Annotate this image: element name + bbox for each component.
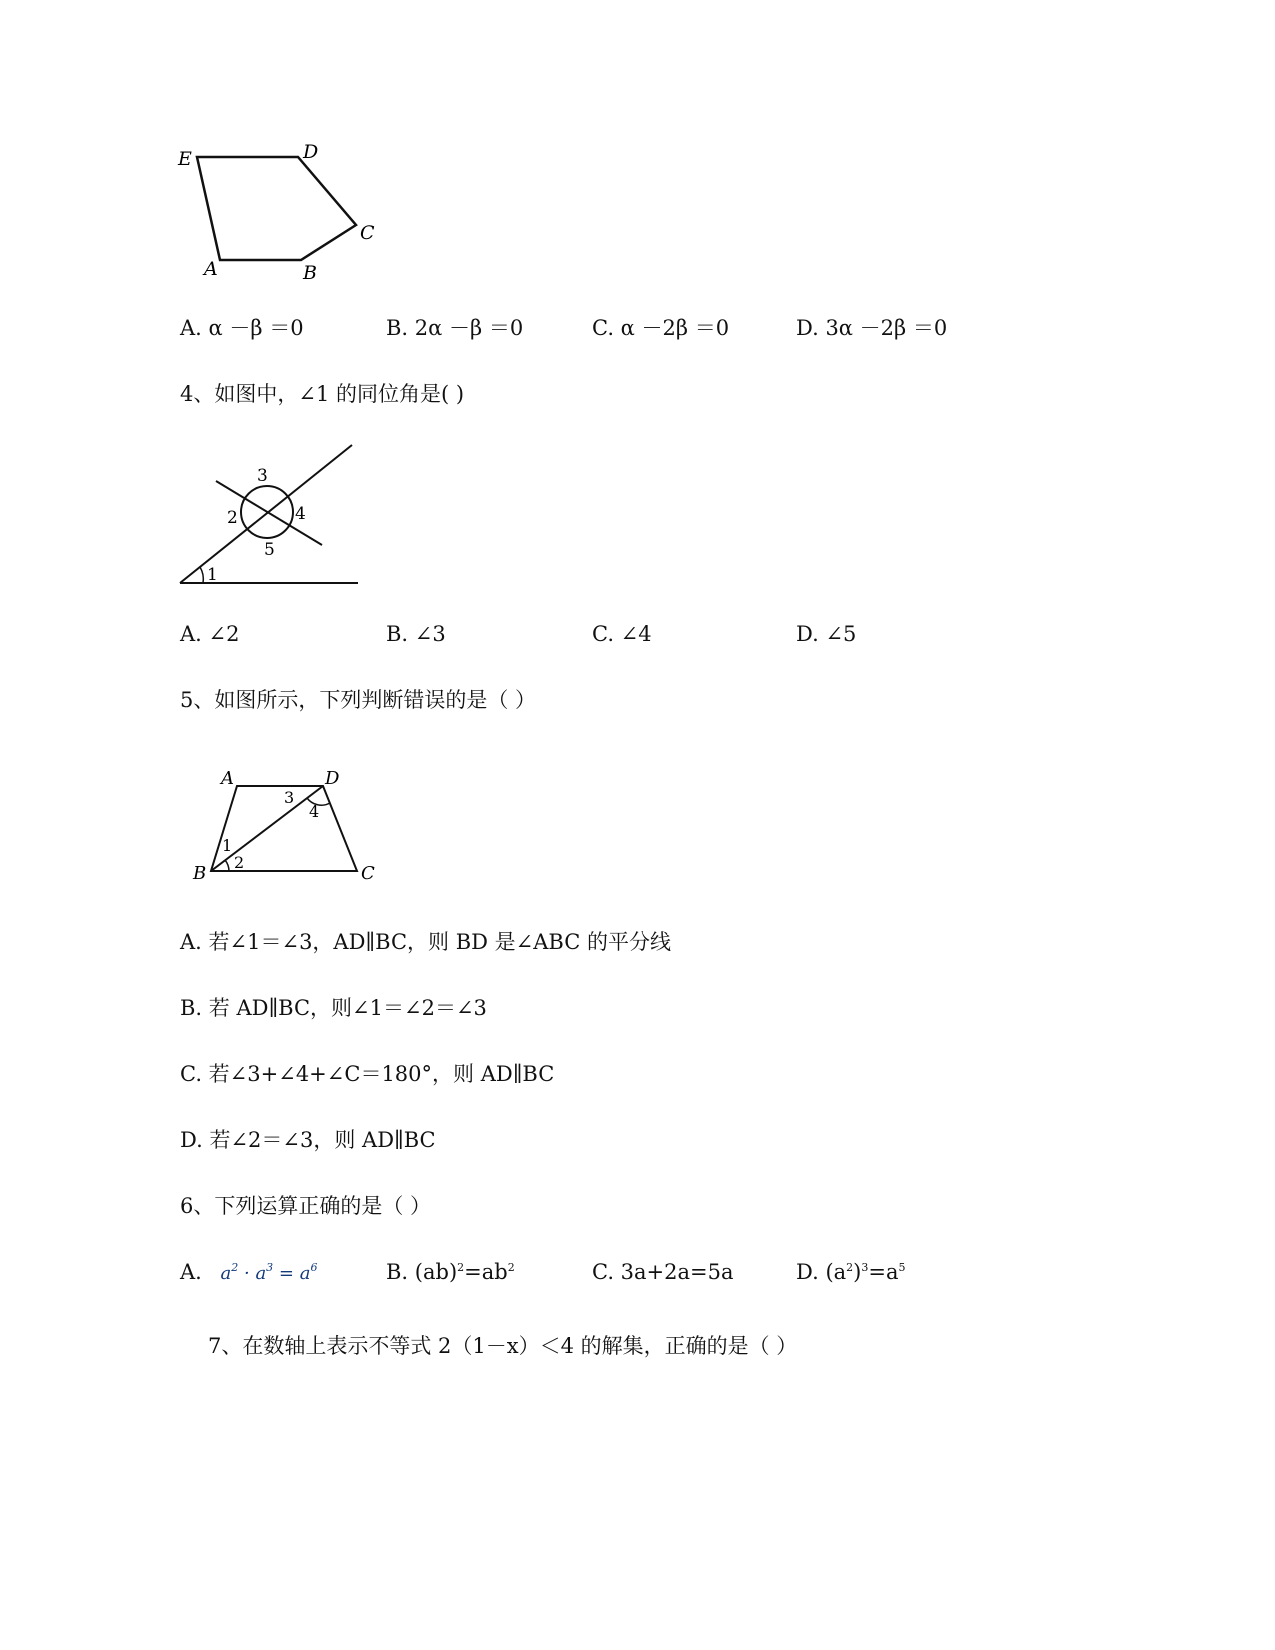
q6-option-a-label: A. <box>180 1260 202 1284</box>
q4-option-d: D. ∠5 <box>796 622 857 646</box>
q3-option-c: C. α －2β ＝0 <box>592 316 730 340</box>
q7-stem: 7、在数轴上表示不等式 2（1－x）＜4 的解集，正确的是（ ） <box>208 1334 798 1358</box>
angles-figure <box>170 435 370 595</box>
q5-option-d: D. 若∠2＝∠3，则 AD∥BC <box>180 1128 436 1152</box>
pentagon-shape <box>197 157 356 260</box>
label-B: B <box>193 863 207 884</box>
q6-option-b: B. $(ab)^2=ab^2$ <box>386 1260 515 1284</box>
angle-arc-b <box>225 860 229 871</box>
label-angle-4: 4 <box>309 802 320 821</box>
q3-option-b: B. 2α －β ＝0 <box>386 316 524 340</box>
q4-stem: 4、如图中，∠1 的同位角是( ) <box>180 382 465 406</box>
label-1: 1 <box>207 565 218 585</box>
label-angle-2: 2 <box>234 853 245 872</box>
label-angle-3: 3 <box>284 788 295 807</box>
q5-stem: 5、如图所示，下列判断错误的是（ ） <box>180 688 537 712</box>
label-3: 3 <box>257 466 268 486</box>
q5-option-a: A. 若∠1＝∠3，AD∥BC，则 BD 是∠ABC 的平分线 <box>180 930 671 954</box>
q6-option-d: D. $(a^2)^3=a^5$ <box>796 1260 906 1284</box>
q3-option-a: A. α －β ＝0 <box>180 316 304 340</box>
label-angle-1: 1 <box>222 836 233 855</box>
label-C: C <box>360 222 375 244</box>
q4-option-b: B. ∠3 <box>386 622 446 646</box>
q6-option-a <box>180 1262 317 1283</box>
label-E: E <box>178 148 192 170</box>
diagonal-bd <box>211 786 323 871</box>
label-B: B <box>303 262 317 284</box>
label-4: 4 <box>295 504 306 524</box>
label-D: D <box>303 141 319 163</box>
q6-stem: 6、下列运算正确的是（ ） <box>180 1194 432 1218</box>
q4-option-c: C. ∠4 <box>592 622 652 646</box>
label-C: C <box>361 863 375 884</box>
q6-option-c: C. 3a+2a=5a <box>592 1260 734 1284</box>
pentagon-figure <box>170 135 390 285</box>
q3-option-d: D. 3α －2β ＝0 <box>796 316 948 340</box>
trapezoid-figure <box>185 760 395 890</box>
angle-1-arc <box>200 567 203 583</box>
q5-option-b: B. 若 AD∥BC，则∠1＝∠2＝∠3 <box>180 996 487 1020</box>
q4-option-a: A. ∠2 <box>180 622 240 646</box>
q5-option-c: C. 若∠3+∠4+∠C＝180°，则 AD∥BC <box>180 1062 555 1086</box>
label-A: A <box>204 258 218 280</box>
label-5: 5 <box>264 540 275 560</box>
label-A: A <box>221 768 234 789</box>
label-D: D <box>325 768 340 789</box>
q6-option-a-formula: $a^2 \cdot a^3 = a^6$ <box>220 1261 318 1284</box>
label-2: 2 <box>227 508 238 528</box>
